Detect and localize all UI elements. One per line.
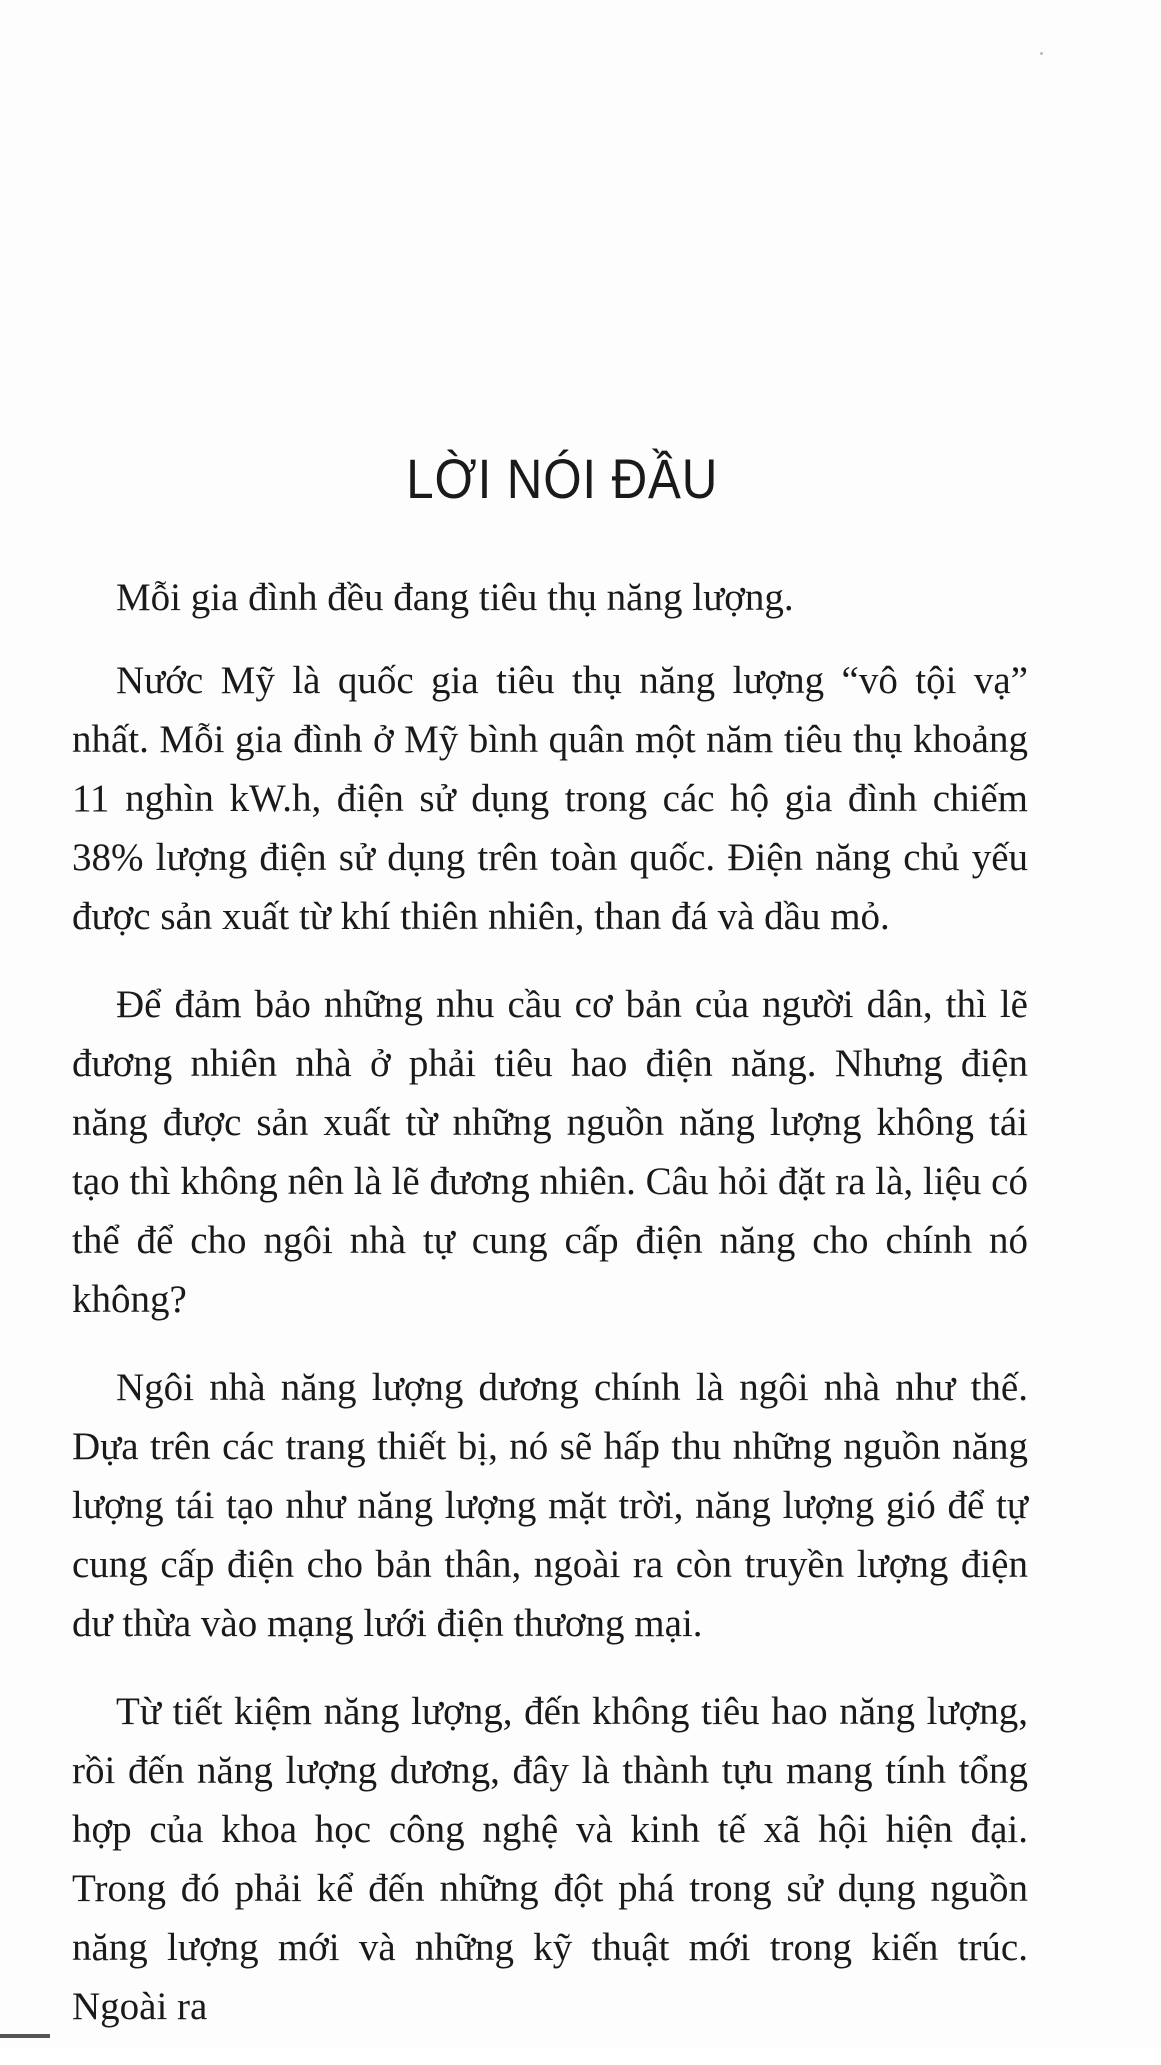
paragraph-3: Để đảm bảo những nhu cầu cơ bản của người dân, thì lẽ đương nhiên nhà ở phải tiêu hao điện năng. Nhưng điện năng được sản xuất từ những nguồn năng lượng không tái tạo thì không nên là lẽ đương nhiên. Câu hỏi đặt ra là, liệu có thể để cho ngôi nhà tự cung cấp điện năng cho chính nó không? <box>72 983 1028 1321</box>
paragraph-1: Mỗi gia đình đều đang tiêu thụ năng lượng. <box>116 576 794 619</box>
paragraph-4: Ngôi nhà năng lượng dương chính là ngôi nhà như thế. Dựa trên các trang thiết bị, nó sẽ hấp thu những nguồn năng lượng tái tạo như năng lượng mặt trời, năng lượng gió để tự cung cấp điện cho bản thân, ngoài ra còn truyền lượng điện dư thừa vào mạng lưới điện thương mại. <box>72 1366 1028 1645</box>
paragraph-5: Từ tiết kiệm năng lượng, đến không tiêu hao năng lượng, rồi đến năng lượng dương, đây là thành tựu mang tính tổng hợp của khoa học công nghệ và kinh tế xã hội hiện đại. Trong đó phải kể đến những đột phá trong sử dụng nguồn năng lượng mới và những kỹ thuật mới trong kiến trúc. Ngoài ra <box>72 1690 1028 2028</box>
scan-edge-mark <box>0 2034 50 2038</box>
scan-speck <box>1040 52 1043 55</box>
body-text <box>72 568 1028 2065</box>
paragraph-2: Nước Mỹ là quốc gia tiêu thụ năng lượng “vô tội vạ” nhất. Mỗi gia đình ở Mỹ bình quân một năm tiêu thụ khoảng 11 nghìn kW.h, điện sử dụng trong các hộ gia đình chiếm 38% lượng điện sử dụng trên toàn quốc. Điện năng chủ yếu được sản xuất từ khí thiên nhiên, than đá và dầu mỏ. <box>72 659 1028 938</box>
page-title: LỜI NÓI ĐẦU <box>406 446 719 510</box>
